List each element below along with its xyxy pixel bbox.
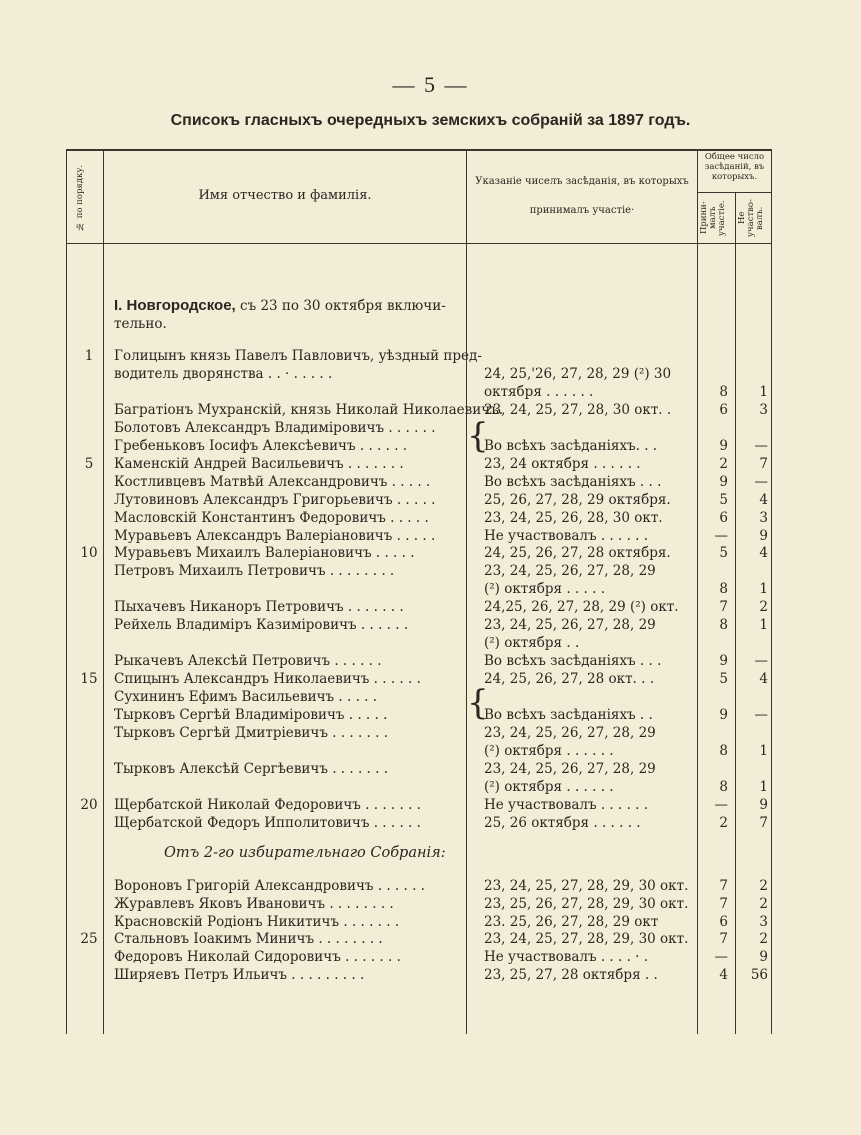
row-took-part: 8 xyxy=(719,581,728,598)
header-not-took-part: Не участво- валъ. xyxy=(737,199,765,237)
row-dates: 23, 24 октября . . . . . . xyxy=(484,455,641,472)
row-took-part: 4 xyxy=(719,967,728,983)
row-name: Федоровъ Николай Сидоровичъ . . . . . . . xyxy=(114,949,401,966)
row-name: Костливцевъ Матвѣй Александровичъ . . . . . xyxy=(114,473,431,490)
row-took-part: 5 xyxy=(719,491,728,508)
header-name: Имя отчество и фамилія. xyxy=(198,188,372,203)
row-took-part: 6 xyxy=(719,509,728,526)
row-not-took-part: 4 xyxy=(759,491,768,508)
row-dates: 23, 24, 25, 26, 27, 28, 29 xyxy=(484,617,656,634)
row-dates: 23. 25, 26, 27, 28, 29 окт xyxy=(484,913,659,930)
row-not-took-part: 3 xyxy=(759,913,768,930)
row-took-part: 6 xyxy=(719,913,728,930)
row-dates: Во всѣхъ засѣданіяхъ . . . xyxy=(484,473,662,490)
row-dates: октября . . . . . . xyxy=(484,383,594,400)
page-title: Списокъ гласныхъ очередныхъ земскихъ собраній за 1897 годъ. xyxy=(170,112,691,129)
row-took-part: 6 xyxy=(719,401,728,418)
row-name: Муравьевъ Михаилъ Валеріановичъ . . . . . xyxy=(114,545,415,562)
row-not-took-part: 1 xyxy=(759,778,768,795)
row-dates: 23, 24, 25, 27, 28, 29, 30 окт. xyxy=(484,931,689,948)
row-not-took-part: 3 xyxy=(759,509,768,526)
row-not-took-part: 2 xyxy=(759,895,768,912)
row-dates: 25, 26 октября . . . . . . xyxy=(484,814,641,831)
row-dates: (²) октября . . . . . . xyxy=(484,742,614,759)
row-name: Голицынъ князь Павелъ Павловичъ, уѣздный пред- xyxy=(114,348,482,364)
row-took-part: 2 xyxy=(719,455,728,472)
row-took-part: 5 xyxy=(719,545,728,562)
row-took-part: 5 xyxy=(719,671,728,688)
row-took-part: 7 xyxy=(719,878,728,894)
row-took-part: 7 xyxy=(719,599,728,616)
row-not-took-part: 1 xyxy=(759,742,768,759)
row-not-took-part: 1 xyxy=(759,383,768,400)
row-dates: Во всѣхъ засѣданіяхъ . . . xyxy=(484,653,662,670)
row-name: Пыхачевъ Никаноръ Петровичъ . . . . . . . xyxy=(114,599,404,616)
section-title: I. Новгородское, xyxy=(114,297,236,314)
header-dates-top: Указаніе чиселъ засѣданія, въ которыхъ xyxy=(475,176,689,187)
row-name: Журавлевъ Яковъ Ивановичъ . . . . . . . . xyxy=(114,895,394,912)
row-took-part: 8 xyxy=(719,742,728,759)
section-heading xyxy=(114,297,446,315)
row-not-took-part: 9 xyxy=(759,527,768,544)
row-not-took-part: 9 xyxy=(759,949,768,966)
row-name: Вороновъ Григорій Александровичъ . . . . . . xyxy=(114,878,425,894)
row-dates: 23, 24, 25, 26, 28, 30 окт. xyxy=(484,509,663,526)
subsection-heading: Отъ 2-го избирательнаго Собранія: xyxy=(164,845,446,861)
row-not-took-part: 2 xyxy=(759,599,768,616)
row-took-part: 8 xyxy=(719,778,728,795)
row-dates: 25, 26, 27, 28, 29 октября. xyxy=(484,491,671,508)
row-took-part: 7 xyxy=(719,931,728,948)
row-not-took-part: 9 xyxy=(759,796,768,813)
row-name: Петровъ Михаилъ Петровичъ . . . . . . . . xyxy=(114,563,395,580)
row-took-part: — xyxy=(714,949,728,966)
row-dates: 23, 24, 25, 26, 27, 28, 29 xyxy=(484,563,656,580)
row-name: Сухининъ Ефимъ Васильевичъ . . . . . xyxy=(114,689,378,706)
row-took-part: 7 xyxy=(719,895,728,912)
row-name: Рыкачевъ Алексѣй Петровичъ . . . . . . xyxy=(114,653,382,670)
row-dates: 23, 24, 25, 26, 27, 28, 29 xyxy=(484,724,656,741)
row-not-took-part: 1 xyxy=(759,617,768,634)
row-took-part: 9 xyxy=(719,473,728,490)
page-number: — 5 — xyxy=(392,72,469,97)
row-name: Гребеньковъ Іосифъ Алексѣевичъ . . . . . . xyxy=(114,437,408,454)
row-took-part: — xyxy=(714,796,728,813)
row-not-took-part: 2 xyxy=(759,878,768,894)
row-number: 25 xyxy=(80,931,98,948)
row-name: Тырковъ Сергѣй Владиміровичъ . . . . . xyxy=(114,707,388,723)
header-total-group: Общее число засѣданій, въ которыхъ. xyxy=(704,152,765,183)
row-dates: 23, 24, 25, 26, 27, 28, 29 xyxy=(484,760,656,777)
row-not-took-part: — xyxy=(754,653,768,670)
row-dates: 24,25, 26, 27, 28, 29 (²) окт. xyxy=(484,599,679,616)
row-dates: Во всѣхъ засѣданіяхъ. . . xyxy=(484,437,658,454)
row-number: 15 xyxy=(80,671,98,688)
row-dates: (²) октября . . . . . xyxy=(484,581,605,598)
row-dates: Не участвовалъ . . . . . . xyxy=(484,796,649,813)
row-took-part: 2 xyxy=(719,814,728,831)
row-dates: Не участвовалъ . . . . . . xyxy=(484,527,649,544)
row-took-part: 8 xyxy=(719,617,728,634)
row-dates: 23, 24, 25, 27, 28, 29, 30 окт. xyxy=(484,878,689,894)
row-name: Щербатской Федоръ Ипполитовичъ . . . . . . xyxy=(114,814,421,831)
row-name: Спицынъ Александръ Николаевичъ . . . . . . xyxy=(114,671,421,688)
section-text-2: тельно. xyxy=(114,316,167,332)
row-not-took-part: 2 xyxy=(759,931,768,948)
row-number: 1 xyxy=(84,348,94,364)
row-not-took-part: — xyxy=(754,437,768,454)
header-number: № по порядку. xyxy=(75,164,85,232)
row-not-took-part: 3 xyxy=(759,401,768,418)
row-name: Тырковъ Сергѣй Дмитріевичъ . . . . . . . xyxy=(114,724,388,741)
row-dates: 23, 25, 26, 27, 28, 29, 30 окт. xyxy=(484,895,689,912)
brace-group-1: { xyxy=(467,416,489,456)
row-name: Багратіонъ Мухранскій, князь Николай Николаевичъ. xyxy=(114,401,504,418)
row-dates: 23, 25, 27, 28 октября . . xyxy=(484,967,658,983)
row-name: Муравьевъ Александръ Валеріановичъ . . . . . xyxy=(114,527,436,544)
row-dates: Во всѣхъ засѣданіяхъ . . xyxy=(484,707,653,723)
row-took-part: 9 xyxy=(719,653,728,670)
row-name: Тырковъ Алексѣй Сергѣевичъ . . . . . . . xyxy=(114,760,389,777)
row-dates: 24, 25,'26, 27, 28, 29 (²) 30 xyxy=(484,365,672,382)
section-text: съ 23 по 30 октября включи- xyxy=(240,298,446,314)
row-took-part: — xyxy=(714,527,728,544)
row-name: Рейхель Владиміръ Казиміровичъ . . . . . . xyxy=(114,617,409,634)
row-not-took-part: 56 xyxy=(750,967,768,983)
row-number: 10 xyxy=(80,545,98,562)
row-name: водитель дворянства . . · . . . . . xyxy=(114,365,333,382)
row-number: 5 xyxy=(84,455,94,472)
row-name: Масловскій Константинъ Федоровичъ . . . . . xyxy=(114,509,429,526)
row-dates: Не участвовалъ . . . . · . xyxy=(484,949,649,966)
row-took-part: 9 xyxy=(719,707,728,723)
row-name: Красновскій Родіонъ Никитичъ . . . . . . . xyxy=(114,913,400,930)
row-name: Лутовиновъ Александръ Григорьевичъ . . . . . xyxy=(114,491,436,508)
header-dates-bottom: принималъ участіе· xyxy=(529,205,635,216)
row-not-took-part: 1 xyxy=(759,581,768,598)
row-not-took-part: 4 xyxy=(759,671,768,688)
row-not-took-part: — xyxy=(754,707,768,723)
row-name: Каменскій Андрей Васильевичъ . . . . . . . xyxy=(114,455,404,472)
row-took-part: 8 xyxy=(719,383,728,400)
row-name: Ширяевъ Петръ Ильичъ . . . . . . . . . xyxy=(114,967,365,983)
row-name: Щербатской Николай Федоровичъ . . . . . . . xyxy=(114,796,421,813)
row-number: 20 xyxy=(80,796,98,813)
row-dates: (²) октября . . xyxy=(484,635,580,652)
row-not-took-part: 4 xyxy=(759,545,768,562)
row-dates: 23, 24, 25, 27, 28, 30 окт. . xyxy=(484,401,672,418)
row-dates: 24, 25, 26, 27, 28 окт. . . xyxy=(484,671,655,688)
row-name: Болотовъ Александръ Владиміровичъ . . . . . . xyxy=(114,419,436,436)
row-dates: (²) октября . . . . . . xyxy=(484,778,614,795)
row-name: Стальновъ Іоакимъ Миничъ . . . . . . . . xyxy=(114,931,383,948)
row-dates: 24, 25, 26, 27, 28 октября. xyxy=(484,545,671,562)
brace-group-2: { xyxy=(467,683,489,723)
row-took-part: 9 xyxy=(719,437,728,454)
row-not-took-part: — xyxy=(754,473,768,490)
header-took-part: Прини- малъ участіе. xyxy=(699,200,727,236)
row-not-took-part: 7 xyxy=(759,814,768,831)
row-not-took-part: 7 xyxy=(759,455,768,472)
